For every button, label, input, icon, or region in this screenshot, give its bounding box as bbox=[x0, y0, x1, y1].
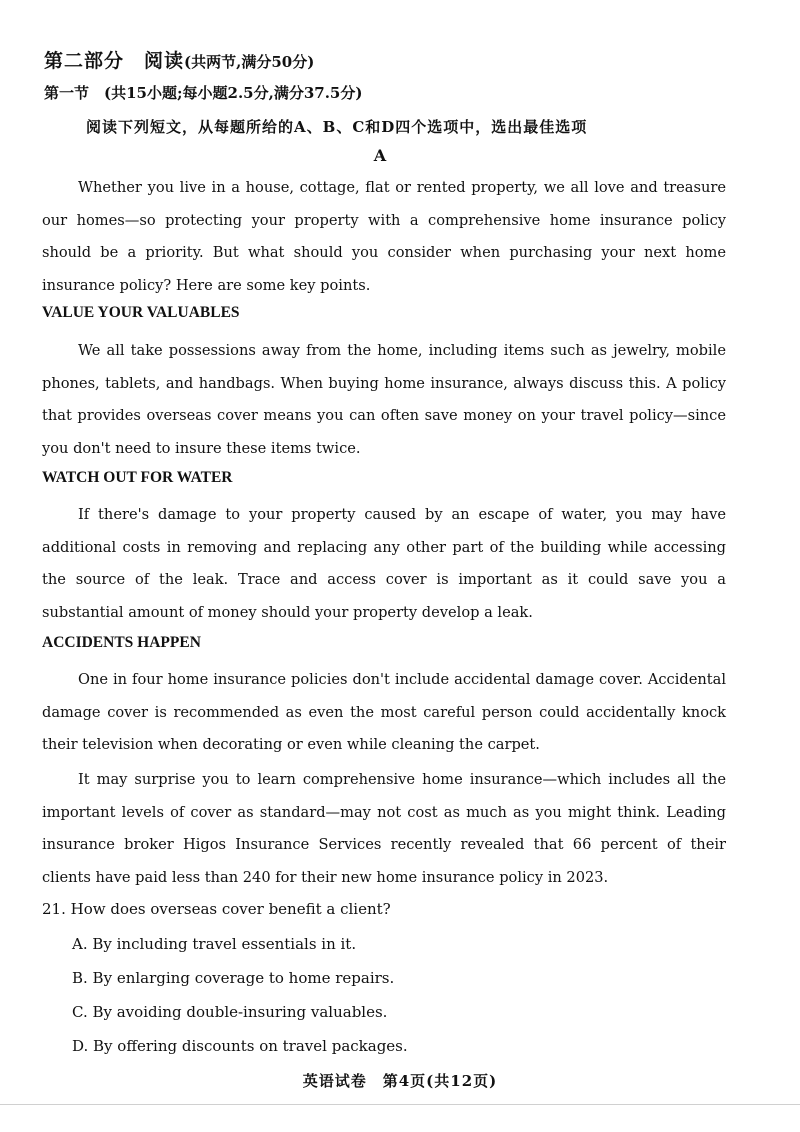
section-title: 第二部分 阅读 bbox=[44, 50, 185, 72]
section-text-water: If there's damage to your property caused by an escape of water, you may have additional costs in removing and replacing any other part of the building while accessing the source of the leak. Trace and access cover is important as it could save you a substantial amount of money should your property develop a leak. bbox=[42, 506, 726, 622]
option-d[interactable]: D. By offering discounts on travel packages. bbox=[72, 1037, 408, 1055]
option-c[interactable]: C. By avoiding double-insuring valuables. bbox=[72, 1003, 388, 1021]
subsection-header: 第一节 (共15小题;每小题2.5分,满分37.5分) bbox=[44, 84, 363, 102]
passage-intro: Whether you live in a house, cottage, flat or rented property, we all love and treasure our homes—so protecting your property with a comprehensive home insurance policy should be a priority. But what should you consider when purchasing your next home insurance policy? Here are some key points. bbox=[42, 179, 726, 295]
instructions: 阅读下列短文，从每题所给的A、B、C和D四个选项中，选出最佳选项 bbox=[86, 118, 588, 136]
section-text-accidents: One in four home insurance policies don't include accidental damage cover. Accidental damage cover is recommended as even the most careful person could accidentally knock their television when decorating or even while cleaning the carpet. bbox=[42, 671, 726, 754]
question-stem: 21. How does overseas cover benefit a client? bbox=[42, 900, 391, 918]
option-b[interactable]: B. By enlarging coverage to home repairs. bbox=[72, 969, 395, 987]
section-header bbox=[44, 46, 314, 73]
page-footer: 英语试卷 第4页(共12页) bbox=[302, 1072, 498, 1090]
passage-closing: It may surprise you to learn comprehensive home insurance—which includes all the important levels of cover as standard—may not cost as much as you might think. Leading insurance broker Higos Insurance Services recently revealed that 66 percent of their clients have paid less than 240 for their new home insurance policy in 2023. bbox=[42, 771, 726, 887]
section-heading-water: WATCH OUT FOR WATER bbox=[42, 469, 233, 486]
section-subtitle: (共两节,满分50分) bbox=[184, 53, 315, 71]
section-text-valuables: We all take possessions away from the home, including items such as jewelry, mobile phones, tablets, and handbags. When buying home insurance, always discuss this. A policy that provides overseas cover means you can often save money on your travel policy—since you don't need to insure these items twice. bbox=[42, 342, 726, 458]
section-heading-accidents: ACCIDENTS HAPPEN bbox=[42, 634, 201, 651]
passage-label: A bbox=[373, 146, 387, 165]
section-heading-valuables: VALUE YOUR VALUABLES bbox=[42, 304, 240, 321]
bottom-divider bbox=[0, 1104, 800, 1105]
option-a[interactable]: A. By including travel essentials in it. bbox=[72, 935, 357, 953]
